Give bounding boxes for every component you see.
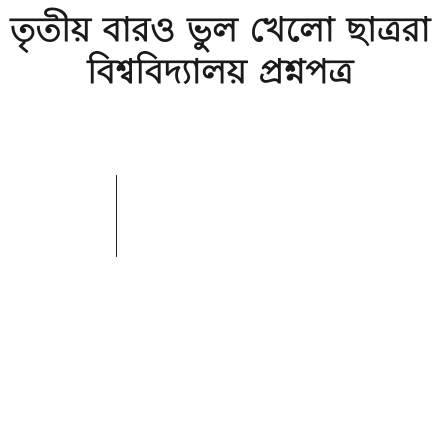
body-line	[122, 197, 435, 210]
body-line	[6, 313, 435, 326]
body-line	[6, 145, 435, 158]
body-line	[122, 171, 435, 184]
body-line	[6, 352, 435, 365]
body-line	[6, 300, 435, 313]
highlight-box-labels	[6, 171, 114, 261]
body-line	[122, 210, 435, 223]
body-line	[6, 132, 435, 145]
headline-line-2: বিশ্ববিদ্যালয় প্রশ্নপত্র	[87, 52, 354, 92]
body-line	[122, 184, 435, 197]
body-line	[6, 158, 435, 171]
body-line	[6, 287, 435, 300]
body-line	[6, 119, 435, 132]
page-header-strip	[0, 0, 441, 8]
body-line	[122, 223, 435, 236]
body-line	[6, 326, 435, 339]
body-line	[6, 339, 435, 352]
body-line	[6, 274, 435, 287]
body-line	[122, 236, 435, 249]
article-body	[6, 119, 435, 365]
body-line	[6, 261, 435, 274]
headline-line-1: তৃতীয় বারও ভুল খেলো ছাত্ররা	[10, 10, 431, 50]
highlight-box-text	[122, 171, 435, 249]
highlight-divider	[116, 175, 117, 257]
highlight-box	[6, 171, 435, 261]
